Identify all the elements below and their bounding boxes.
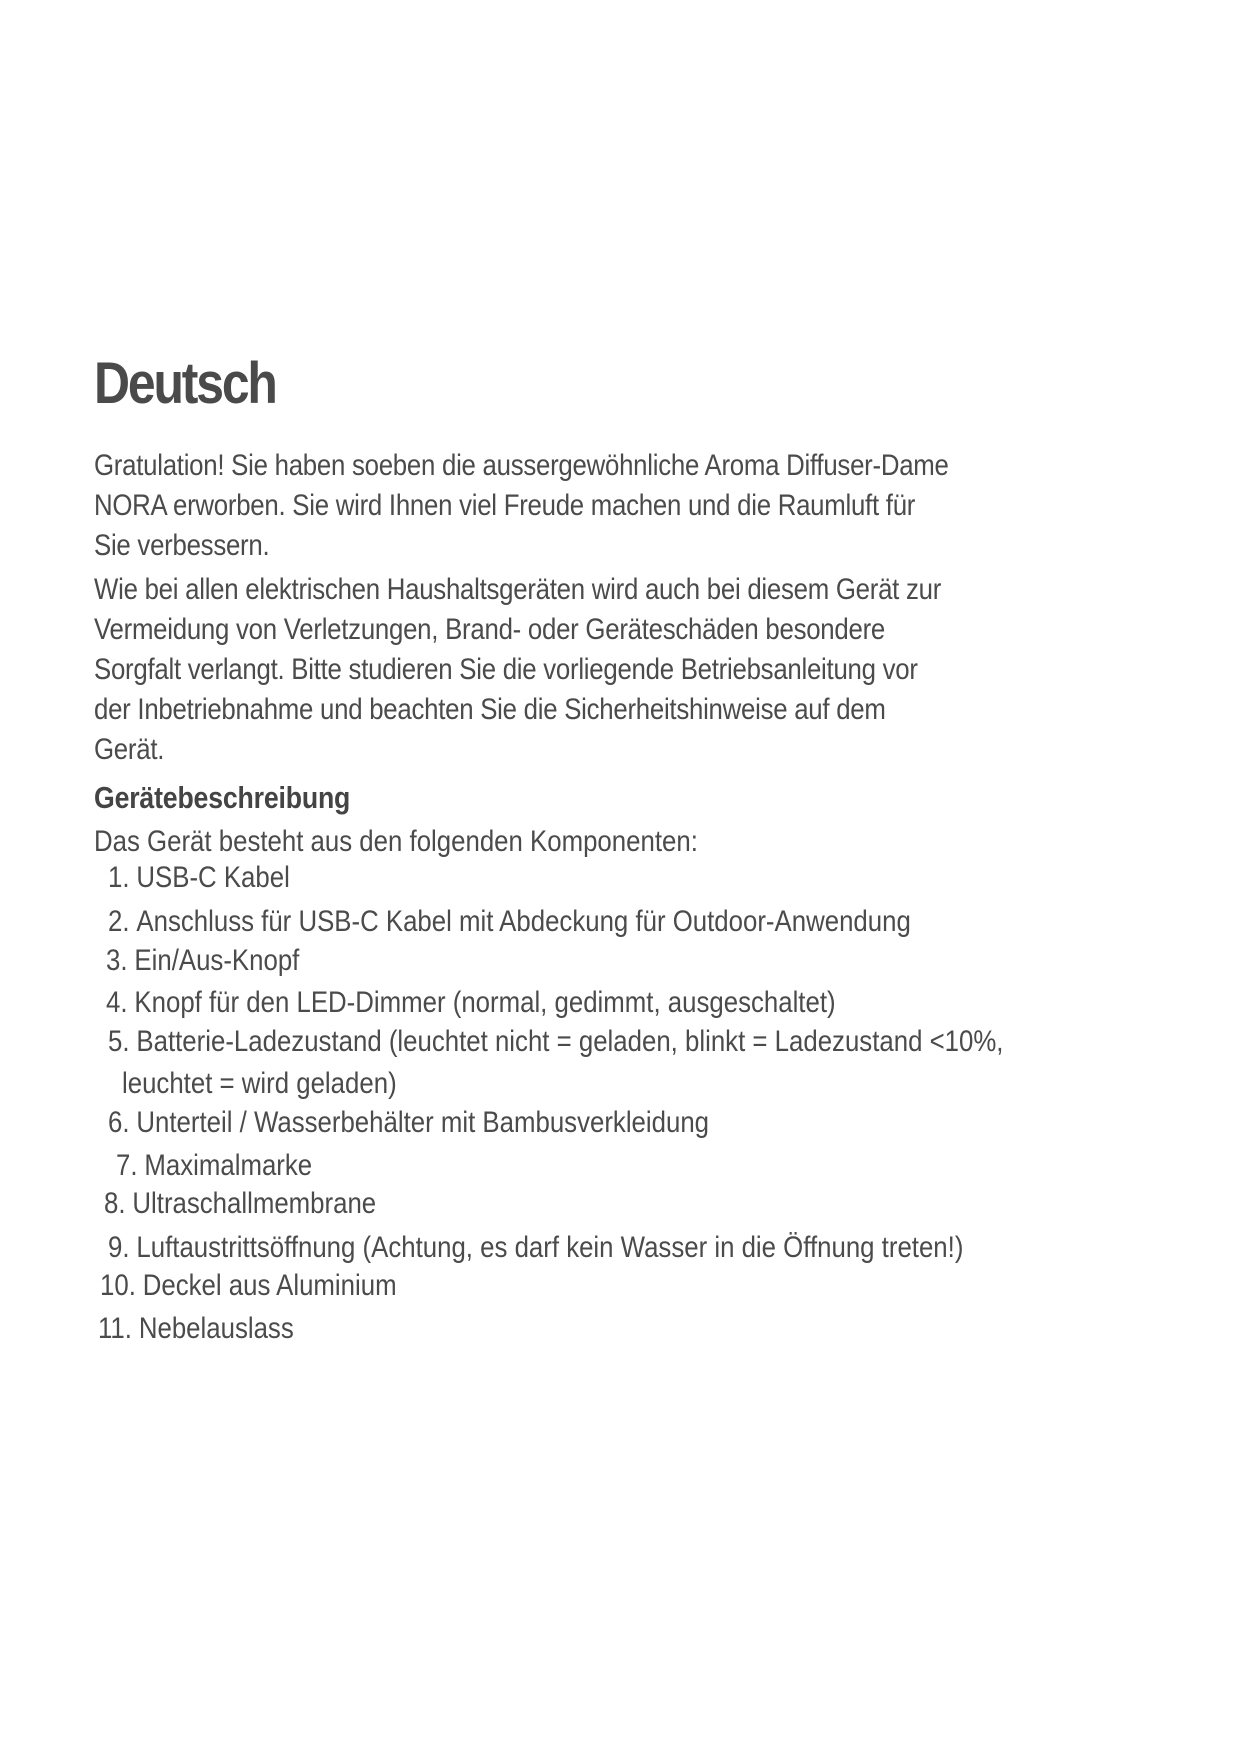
item-number: 10. xyxy=(100,1269,136,1302)
item-text: Knopf für den LED-Dimmer (normal, gedimmt, ausgeschaltet) xyxy=(134,986,836,1019)
item-text: USB-C Kabel xyxy=(136,861,290,894)
list-item xyxy=(106,983,836,1023)
item-text: Anschluss für USB-C Kabel mit Abdeckung für Outdoor-Anwendung xyxy=(136,905,911,938)
safety-paragraph: Wie bei allen elektrischen Haushaltsgeräten wird auch bei diesem Gerät zur Vermeidung von Verletzungen, Brand- oder Geräteschäden besondere Sorgfalt verlangt. Bitte studieren Sie die vorliegende Betriebsanleitung vor der Inbetriebnahme und beachten Sie die Sicherheitshinweise auf dem Gerät. xyxy=(94,573,942,766)
list-item xyxy=(98,1309,294,1349)
item-number: 9. xyxy=(108,1231,130,1264)
item-text: Unterteil / Wasserbehälter mit Bambusverkleidung xyxy=(136,1106,710,1139)
item-number: 2. xyxy=(108,905,130,938)
item-number: 6. xyxy=(108,1106,130,1139)
list-item xyxy=(108,902,911,942)
list-item-continuation xyxy=(122,1064,397,1104)
item-text: Ein/Aus-Knopf xyxy=(134,944,300,977)
item-number: 8. xyxy=(104,1187,126,1220)
item-text: Batterie-Ladezustand (leuchtet nicht = geladen, blinkt = Ladezustand <10%, xyxy=(136,1025,1004,1058)
item-number: 3. xyxy=(106,944,128,977)
item-text: Nebelauslass xyxy=(138,1312,294,1345)
list-item xyxy=(108,1022,1003,1062)
item-number: 4. xyxy=(106,986,128,1019)
item-text: Luftaustrittsöffnung (Achtung, es darf kein Wasser in die Öffnung treten!) xyxy=(136,1231,964,1264)
list-item xyxy=(106,941,299,981)
list-item xyxy=(108,1228,963,1268)
page-title: Deutsch xyxy=(94,351,276,416)
list-item xyxy=(116,1146,312,1186)
item-text: Maximalmarke xyxy=(144,1149,313,1182)
item-text: Deckel aus Aluminium xyxy=(142,1269,397,1302)
item-number: 7. xyxy=(116,1149,138,1182)
item-text: leuchtet = wird geladen) xyxy=(122,1067,397,1100)
list-item xyxy=(100,1266,397,1306)
item-number: 5. xyxy=(108,1025,130,1058)
section-heading: Gerätebeschreibung xyxy=(94,780,351,815)
section-lead: Das Gerät besteht aus den folgenden Komponenten: xyxy=(94,825,698,858)
item-text: Ultraschallmembrane xyxy=(132,1187,377,1220)
item-number: 11. xyxy=(98,1312,132,1345)
list-item xyxy=(108,858,290,898)
list-item xyxy=(104,1184,376,1224)
intro-paragraph: Gratulation! Sie haben soeben die aussergewöhnliche Aroma Diffuser-Dame NORA erworben. Sie wird Ihnen viel Freude machen und die Raumluft für Sie verbessern. xyxy=(94,449,949,562)
list-item xyxy=(108,1103,709,1143)
item-number: 1. xyxy=(108,861,130,894)
